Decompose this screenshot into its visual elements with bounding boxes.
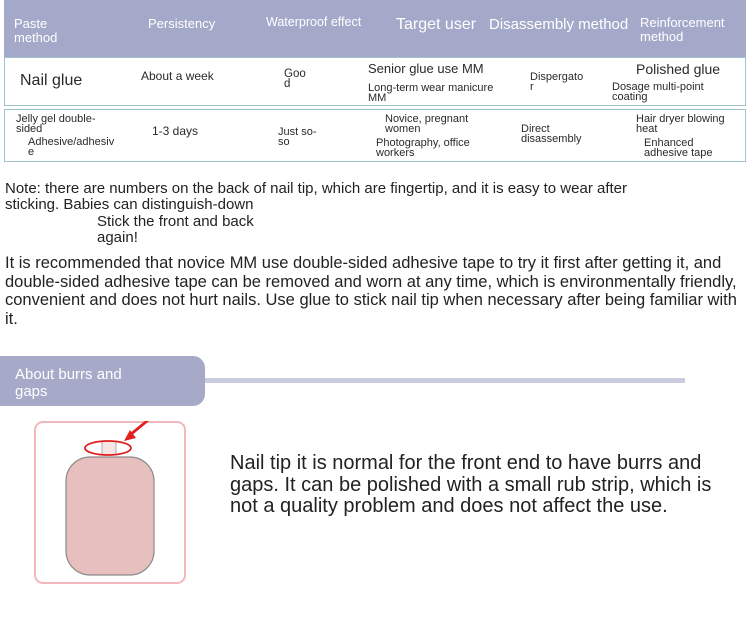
header-persistency: Persistency [148,16,216,31]
note-line-2: sticking. Babies can distinguish-down [5,196,254,213]
row1-paste: Nail glue [20,72,83,89]
row2-target-a: Novice, pregnant women [385,113,469,135]
row2-reinforce-a: Hair dryer blowing heat [636,113,725,135]
header-disassembly: Disassembly method [489,16,629,33]
row1-reinforce-b: Dosage multi-point coating [612,81,704,103]
header-paste-method: Paste method [14,16,58,45]
row2-reinforce-b: Enhanced adhesive tape [644,137,713,159]
section-title-tab [0,356,205,406]
table-row [4,109,746,162]
comparison-table [4,0,746,162]
row2-target-b: Photography, office workers [376,137,470,159]
table-header [4,0,746,57]
note-line-3: Stick the front and back [97,213,254,230]
section-title: About burrs and gaps [15,366,122,400]
row1-persistency: About a week [141,69,214,83]
header-waterproof: Waterproof effect [266,15,362,29]
section-divider [205,378,685,383]
table-row [4,57,746,106]
row2-persistency: 1-3 days [152,124,199,138]
row1-disassembly: Dispergator [530,71,584,93]
row1-waterproof: Good [284,68,306,90]
row1-target-b: Long-term wear manicure MM [368,82,494,104]
row2-paste-a: Jelly gel double-sided [16,113,96,135]
recommendation-text: It is recommended that novice MM use double-sided adhesive tape to try it first after getting it, and double-sided adhesive tape can be removed and worn at any time, which is environmentally friendly, convenient and does not hurt nails. Use glue to stick nail tip when necessary after being familiar with it. [5,254,737,328]
row2-waterproof: Just so-so [278,126,317,148]
row1-target-a: Senior glue use MM [368,61,484,76]
nail-tip-illustration [34,421,186,584]
row1-reinforce-a: Polished glue [636,61,721,77]
row2-paste-b: Adhesive/adhesive [28,136,115,158]
note-line-1: Note: there are numbers on the back of nail tip, which are fingertip, and it is easy to wear after [5,180,627,197]
header-target-user: Target user [396,16,477,33]
section-description: Nail tip it is normal for the front end to have burrs and gaps. It can be polished with a small rub strip, which is not a quality problem and does not affect the use. [230,452,712,517]
note-line-4: again! [97,229,138,246]
nail-tip-icon [34,421,186,584]
row2-disassembly: Direct disassembly [521,123,582,145]
header-reinforcement: Reinforcement method [640,15,725,44]
